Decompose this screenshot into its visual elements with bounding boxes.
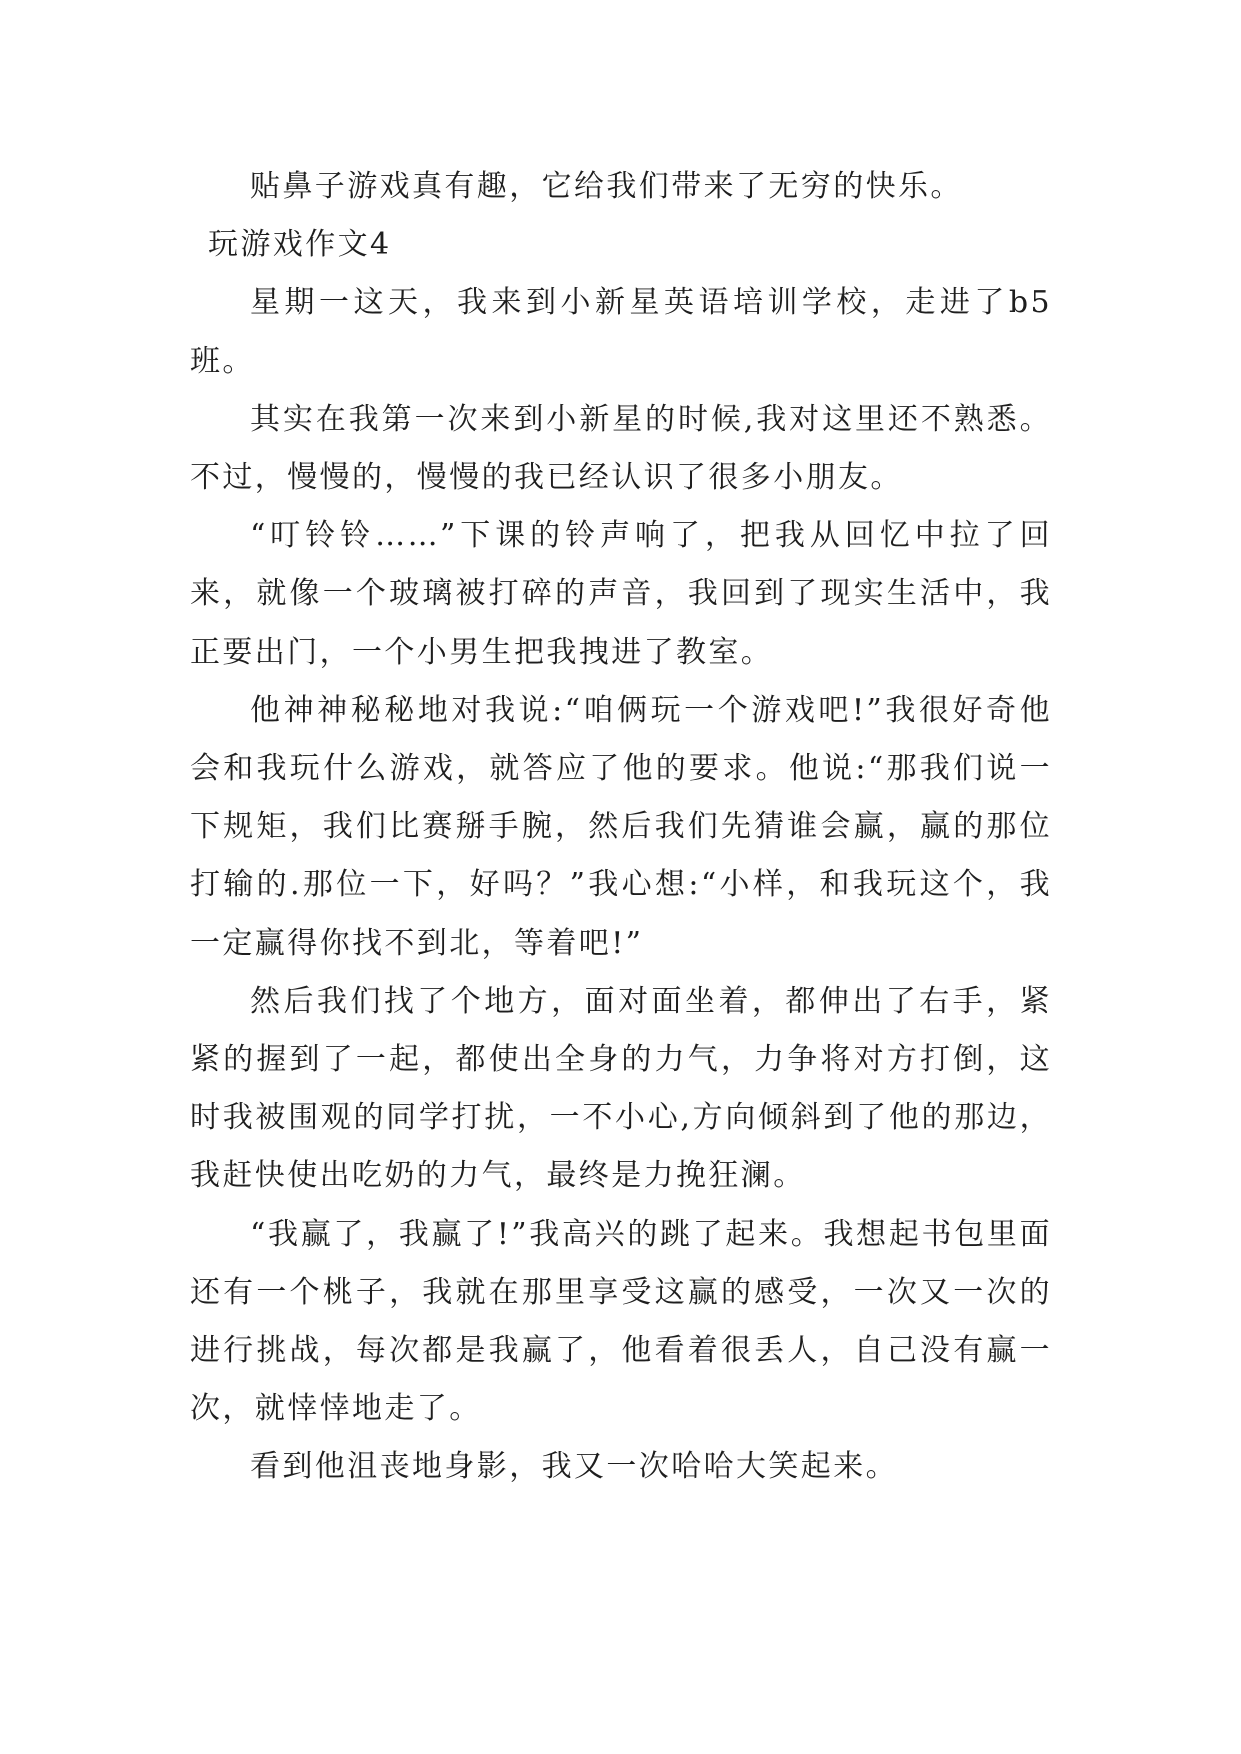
paragraph-7: 看到他沮丧地身影，我又一次哈哈大笑起来。 xyxy=(250,1449,898,1485)
essay-heading: 玩游戏作文4 xyxy=(208,227,392,263)
paragraph-2: 其实在我第一次来到小新星的时候,我对这里还不熟悉。不过，慢慢的，慢慢的我已经认识了很多小朋友。 xyxy=(190,401,1052,496)
paragraph-5: 然后我们找了个地方，面对面坐着，都伸出了右手，紧紧的握到了一起，都使出全身的力气，力争将对方打倒，这时我被围观的同学打扰，一不小心,方向倾斜到了他的那边，我赶快使出吃奶的力气，最终是力挽狂澜。 xyxy=(190,983,1052,1194)
paragraph-6: “我赢了，我赢了!”我高兴的跳了起来。我想起书包里面还有一个桃子，我就在那里享受这赢的感受，一次又一次的进行挑战，每次都是我赢了，他看着很丢人，自己没有赢一次，就悻悻地走了。 xyxy=(190,1216,1052,1427)
paragraph-4: 他神神秘秘地对我说:“咱俩玩一个游戏吧!”我很好奇他会和我玩什么游戏，就答应了他的要求。他说:“那我们说一下规矩，我们比赛掰手腕，然后我们先猜谁会赢，赢的那位打输的.那位一下，好吗？”我心想:“小样，和我玩这个，我一定赢得你找不到北，等着吧!” xyxy=(190,692,1052,961)
paragraph-1: 星期一这天，我来到小新星英语培训学校，走进了b5班。 xyxy=(190,285,1052,379)
paragraph-closing-previous: 贴鼻子游戏真有趣，它给我们带来了无穷的快乐。 xyxy=(250,169,963,204)
document-body xyxy=(190,158,1052,1497)
paragraph-3: “叮铃铃……”下课的铃声响了，把我从回忆中拉了回来，就像一个玻璃被打碎的声音，我回到了现实生活中，我正要出门，一个小男生把我拽进了教室。 xyxy=(190,518,1052,670)
